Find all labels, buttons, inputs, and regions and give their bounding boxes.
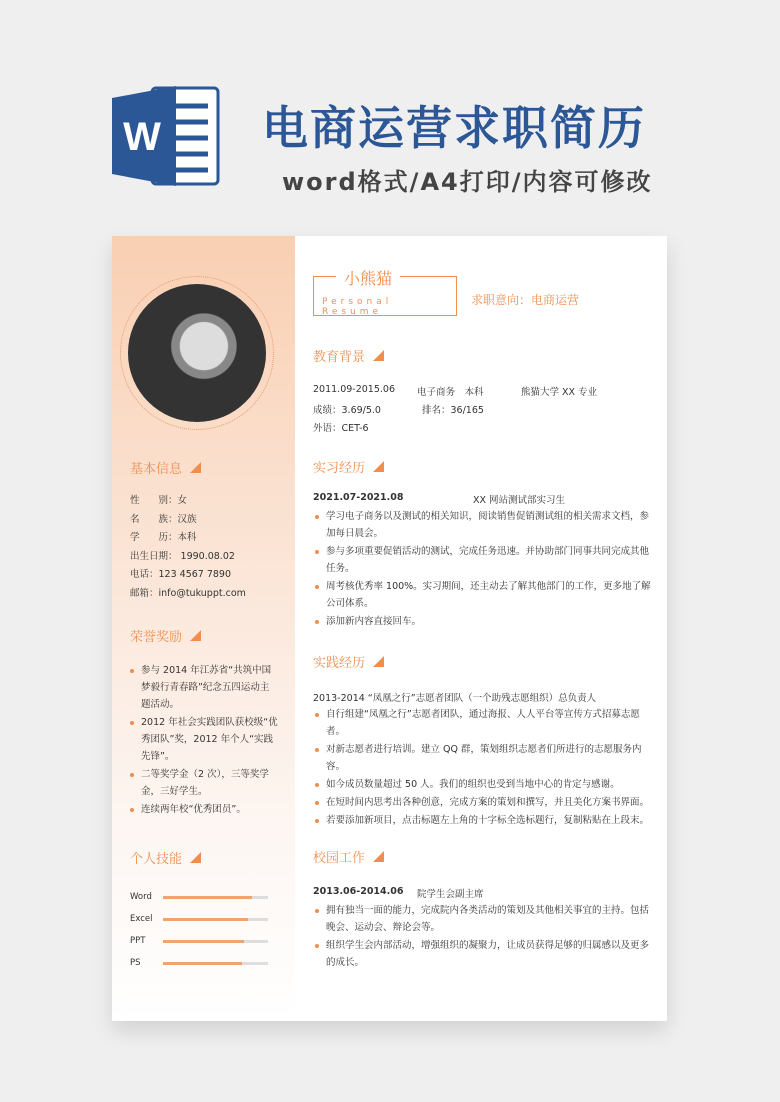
heading-practice: 实践经历 (313, 652, 384, 671)
triangle-icon (190, 462, 201, 473)
skill-bar (163, 940, 244, 943)
skill-bar (163, 962, 242, 965)
name: 小熊猫 (336, 266, 400, 289)
internship-list (313, 508, 658, 631)
resume-page (112, 236, 667, 1021)
skills-list (130, 886, 268, 974)
list-item: 二等奖学金（2 次），三等奖学金，三好学生。 (128, 766, 278, 800)
skill-ppt: PPT (130, 930, 268, 952)
list-item: 连续两年校“优秀团员”。 (128, 801, 278, 818)
triangle-icon (373, 656, 384, 667)
list-item: 2012 年社会实践团队获校级“优秀团队”奖，2012 年个人“实践先锋”。 (128, 714, 278, 765)
skill-bar (163, 896, 252, 899)
campus-role: 院学生会副主席 (417, 889, 484, 900)
campus-period: 2013.06-2014.06 (313, 886, 404, 897)
edu-lang: 外语：CET-6 (313, 423, 369, 434)
list-item: 周考核优秀率 100%。实习期间，还主动去了解其他部门的工作，更多地了解公司体系。 (313, 578, 658, 612)
heading-honors: 荣誉奖励 (130, 626, 201, 645)
triangle-icon (373, 851, 384, 862)
list-item: 添加新内容直接回车。 (313, 613, 658, 630)
triangle-icon (190, 852, 201, 863)
basic-info: 性 别：女 名 族：汉族 学 历：本科 出生日期： 1990.08.02 电话：123 4567 7890 邮箱：info@tukuppt.com (130, 495, 246, 599)
skill-excel: Excel (130, 908, 268, 930)
name-box (313, 269, 457, 317)
resume-subtitle: Personal Resume (322, 297, 393, 317)
skill-ps: PS (130, 952, 268, 974)
edu-period: 2011.09-2015.06 (313, 384, 395, 395)
heading-internship: 实习经历 (313, 457, 384, 476)
practice-title: 2013-2014 “凤凰之行”志愿者团队（一个助残志愿组织）总负责人 (313, 693, 597, 704)
sidebar (112, 236, 295, 1021)
page-title: 电商运营求职简历 (262, 101, 646, 155)
avatar (128, 284, 266, 422)
triangle-icon (190, 630, 201, 641)
practice-list (313, 706, 658, 830)
word-icon (112, 84, 220, 188)
intern-period: 2021.07-2021.08 (313, 492, 404, 503)
heading-skills: 个人技能 (130, 848, 201, 867)
list-item: 自行组建“凤凰之行”志愿者团队，通过海报、人人平台等宣传方式招募志愿者。 (313, 706, 658, 740)
heading-campus: 校园工作 (313, 847, 384, 866)
heading-basic: 基本信息 (130, 458, 201, 477)
triangle-icon (373, 350, 384, 361)
list-item: 组织学生会内部活动，增强组织的凝聚力，让成员获得足够的归属感以及更多的成长。 (313, 937, 658, 971)
intern-role: XX 网站测试部实习生 (473, 495, 566, 506)
list-item: 拥有独当一面的能力，完成院内各类活动的策划及其他相关事宜的主持。包括晚会、运动会、辩论会等。 (313, 902, 658, 936)
list-item: 对新志愿者进行培训。建立 QQ 群，策划组织志愿者们所进行的志愿服务内容。 (313, 741, 658, 775)
job-intent: 求职意向：电商运营 (471, 293, 580, 307)
edu-gpa: 成绩：3.69/5.0 (313, 405, 381, 416)
heading-education: 教育背景 (313, 346, 384, 365)
skill-word: Word (130, 886, 268, 908)
campus-list (313, 902, 658, 972)
list-item: 如今成员数量超过 50 人。我们的组织也受到当地中心的肯定与感谢。 (313, 776, 658, 793)
edu-rank: 排名：36/165 (422, 405, 484, 416)
list-item: 参与 2014 年江苏省“共筑中国梦毅行青春路”纪念五四运动主题活动。 (128, 662, 278, 713)
list-item: 在短时间内思考出各种创意，完成方案的策划和撰写，并且美化方案书界面。 (313, 794, 658, 811)
honors-list (128, 662, 278, 819)
triangle-icon (373, 461, 384, 472)
edu-major: 电子商务 本科 (417, 387, 484, 398)
list-item: 学习电子商务以及测试的相关知识，阅读销售促销测试组的相关需求文档，参加每日晨会。 (313, 508, 658, 542)
list-item: 参与多项重要促销活动的测试，完成任务迅速。并协助部门同事共同完成其他任务。 (313, 543, 658, 577)
skill-bar (163, 918, 248, 921)
page-subtitle: word格式/A4打印/内容可修改 (282, 168, 653, 196)
edu-school: 熊猫大学 XX 专业 (521, 387, 598, 398)
list-item: 若要添加新项目，点击标题左上角的十字标全选标题行，复制粘贴在上段末。 (313, 812, 658, 829)
svg-text:W: W (123, 115, 161, 159)
